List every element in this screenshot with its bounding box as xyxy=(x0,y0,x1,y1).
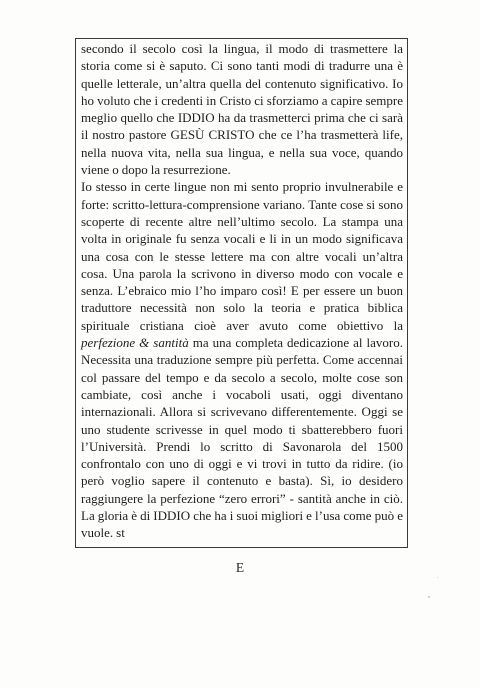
paper-speck xyxy=(428,596,430,598)
paper-speck xyxy=(437,577,438,578)
text-frame xyxy=(75,38,408,548)
paragraph-1 xyxy=(81,40,403,178)
paragraph-2 xyxy=(81,178,403,541)
paragraph-2-text-end: ma una completa dedicazione al lavoro. Necessita una traduzione sempre più perfetta. Come accennai col passare del tempo e da secolo a secolo, molte cose son cambiate, così anche i vocaboli usati, oggi diventano internazionali. Allora si scrivevano differentemente. Oggi se uno studente scrivesse in quel modo ti sbatterebbero fuori l’Università. Prendi lo scritto di Savonarola del 1500 confrontalo con uno di oggi e vi trovi in tutto da ridire. (io però voglio sapere il contenuto e basta). Sì, io desidero raggiungere la perfezione “zero errori” - santità anche in ciò. La gloria è di IDDIO che ha i suoi migliori e l’usa come può e vuole. st xyxy=(81,335,404,541)
paragraph-1-text: secondo il secolo così la lingua, il modo di trasmettere la storia come si è saputo. Ci sono tanti modi di tradurre una è quelle letterale, un’altra quella del contenuto significativo. Io ho voluto che i credenti in Cristo ci sforziamo a capire sempre meglio quello che IDDIO ha da trasmetterci prima che ci sarà il nostro pastore GESÙ CRISTO che ce l’ha trasmetterà life, nella nuova vita, nella sua lingua, e nella sua voce, quando viene o dopo la resurrezione. xyxy=(81,41,403,178)
paragraph-2-text-start: Io stesso in certe lingue non mi sento proprio invulnerabile e forte: scritto-lettura-comprensione variano. Tante cose si sono scoperte di recente altre nell’ultimo secolo. La stampa una volta in originale fu senza vocali e li in un modo significava una cosa con le stesse lettere ma con altre vocali un’altra cosa. Una parola la scrivono in diverso modo con vocale e senza. L’ebraico mio l’ho imparo così! E per essere un buon traduttore necessità non solo la teoria e pratica biblica spirituale cristiana cioè aver avuto come obiettivo la xyxy=(81,179,403,333)
page-marker: E xyxy=(235,560,245,575)
italic-phrase: perfezione & santità xyxy=(81,335,189,351)
